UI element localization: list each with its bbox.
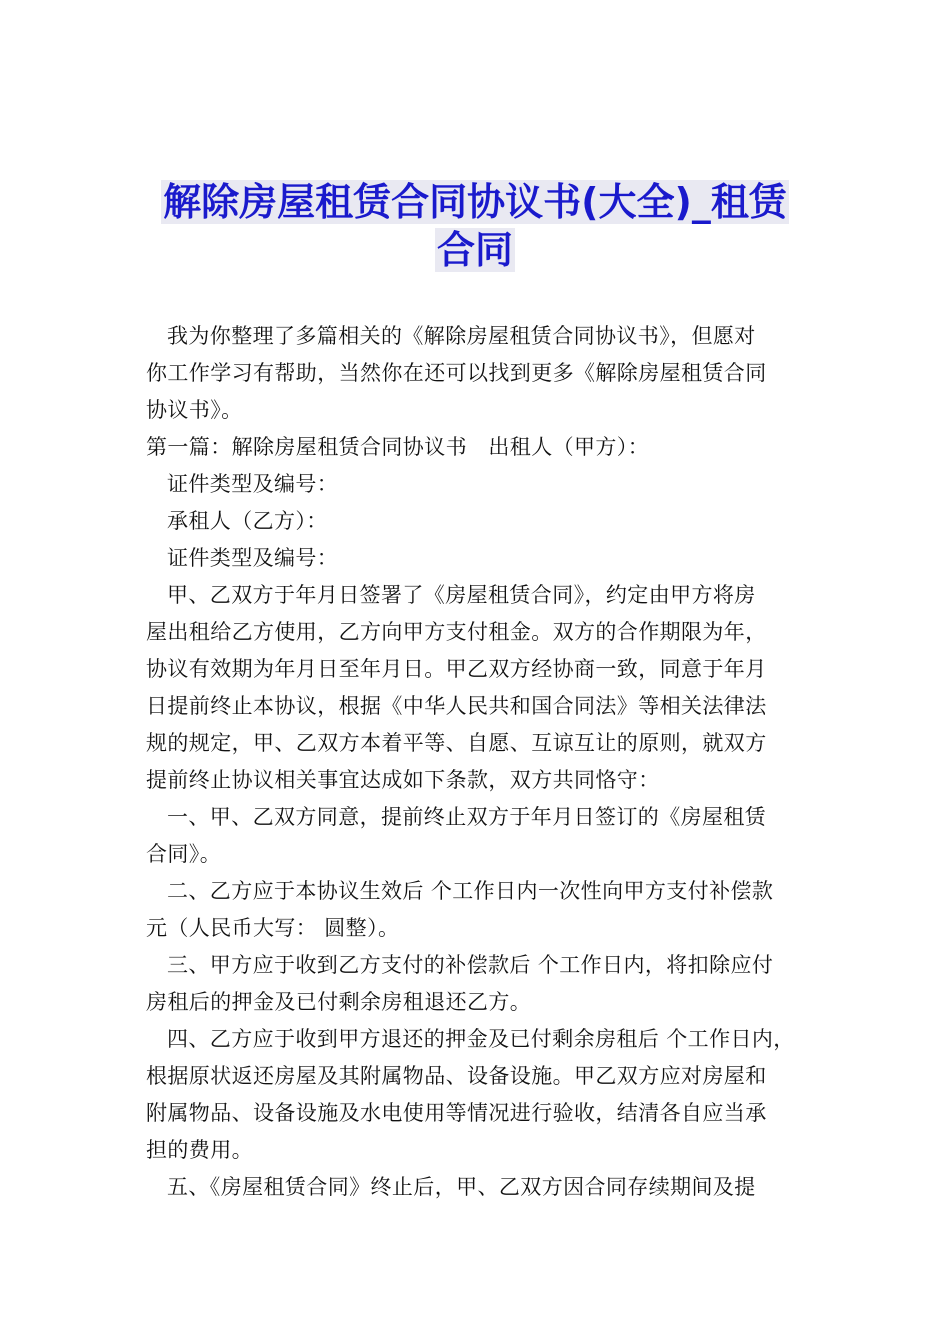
text-line: 房租后的押金及已付剩余房租退还乙方。 xyxy=(146,990,532,1014)
text-line: 二、乙方应于本协议生效后 个工作日内一次性向甲方支付补偿款 xyxy=(167,879,774,903)
document-body xyxy=(146,318,826,1206)
text-line: 担的费用。 xyxy=(146,1138,253,1162)
document-title xyxy=(140,178,810,274)
text-line: 你工作学习有帮助，当然你在还可以找到更多《解除房屋租赁合同 xyxy=(146,361,767,385)
text-line: 协议书》。 xyxy=(146,398,243,422)
title-line-2: 合同 xyxy=(436,228,513,272)
text-line: 提前终止协议相关事宜达成如下条款，双方共同恪守： xyxy=(146,768,660,792)
text-line: 元（人民币大写： 圆整）。 xyxy=(146,916,400,940)
text-line: 甲、乙双方于年月日签署了《房屋租赁合同》，约定由甲方将房 xyxy=(167,583,756,607)
text-line: 合同》。 xyxy=(146,842,222,866)
text-line: 屋出租给乙方使用，乙方向甲方支付租金。双方的合作期限为年， xyxy=(146,620,767,644)
text-line: 承租人（乙方）： xyxy=(167,509,328,533)
text-line: 根据原状返还房屋及其附属物品、设备设施。甲乙双方应对房屋和 xyxy=(146,1064,767,1088)
text-line: 第一篇：解除房屋租赁合同协议书 出租人（甲方）： xyxy=(146,435,650,459)
text-line: 我为你整理了多篇相关的《解除房屋租赁合同协议书》，但愿对 xyxy=(167,324,756,348)
text-line: 三、甲方应于收到乙方支付的补偿款后 个工作日内，将扣除应付 xyxy=(167,953,774,977)
text-line: 证件类型及编号： xyxy=(167,546,339,570)
title-line-1: 解除房屋租赁合同协议书(大全)_租赁 xyxy=(163,180,787,224)
text-line: 四、乙方应于收到甲方退还的押金及已付剩余房租后 个工作日内， xyxy=(167,1027,795,1051)
text-line: 日提前终止本协议，根据《中华人民共和国合同法》等相关法律法 xyxy=(146,694,767,718)
text-line: 五、《房屋租赁合同》终止后，甲、乙双方因合同存续期间及提 xyxy=(167,1175,756,1199)
text-line: 附属物品、设备设施及水电使用等情况进行验收，结清各自应当承 xyxy=(146,1101,767,1125)
text-line: 一、甲、乙双方同意，提前终止双方于年月日签订的《房屋租赁 xyxy=(167,805,767,829)
text-line: 规的规定，甲、乙双方本着平等、自愿、互谅互让的原则，就双方 xyxy=(146,731,767,755)
text-line: 证件类型及编号： xyxy=(167,472,339,496)
text-line: 协议有效期为年月日至年月日。甲乙双方经协商一致，同意于年月 xyxy=(146,657,767,681)
